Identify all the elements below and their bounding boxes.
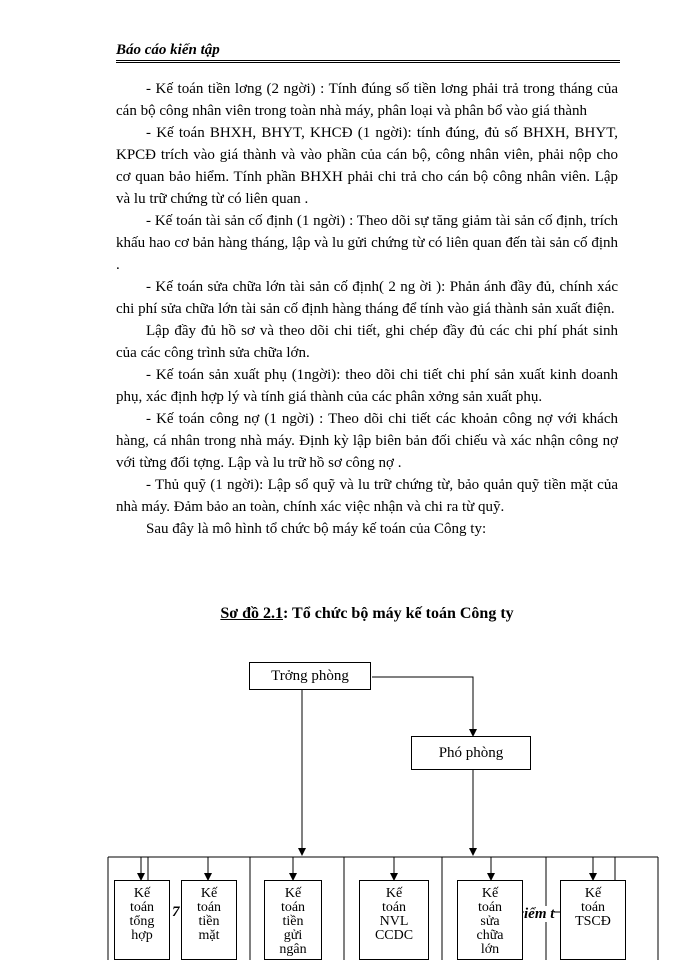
paragraph-ke-toan-tien-luong: - Kế toán tiền lơng (2 ngời) : Tính đúng số tiền lơng phải trả trong tháng của cán bộ công nhân viên trong toàn nhà máy, phân loại và phân bổ vào giá thành	[116, 81, 618, 119]
org-box-bank-deposit-accounting: Kế toán tiền gửi ngân	[264, 880, 322, 960]
org-box-cash-accounting: Kế toán tiền mặt	[181, 880, 237, 960]
paragraph-ke-toan-bhxh: - Kế toán BHXH, BHYT, KHCĐ (1 ngời): tính đúng, đủ số BHXH, BHYT, KPCĐ trích vào giá thành và vào phần của cán bộ, công nhân viên, phải nộp cho cơ quan bảo hiểm. Tính phần BHXH phải chi trả cho cán bộ công nhân viên. Lập và lu trữ chứng từ có liên quan .	[116, 125, 618, 207]
paragraph-intro-diagram: Sau đây là mô hình tổ chức bộ máy kế toán của Công ty:	[146, 521, 487, 537]
paragraph-thu-quy: - Thủ quỹ (1 ngời): Lập sổ quỹ và lu trữ chứng từ, bảo quản quỹ tiền mặt của nhà máy. Đảm bảo an toàn, chính xác việc nhận và chi ra từ quỹ.	[116, 477, 618, 515]
paragraph-ke-toan-san-xuat-phu: - Kế toán sản xuất phụ (1ngời): theo dõi chi tiết chi phí sản xuất kinh doanh phụ, xác định hợp lý và tính giá thành của các phân xởng sản xuất phụ.	[116, 367, 618, 405]
org-box-head-of-department: Trởng phòng	[249, 662, 371, 690]
paragraph-lap-ho-so: Lập đầy đủ hồ sơ và theo dõi chi tiết, ghi chép đầy đủ các chi phí phát sinh của các công trình sửa chữa lớn.	[116, 323, 618, 361]
paragraph-ke-toan-sua-chua-lon: - Kế toán sửa chữa lớn tài sản cố định( 2 ng ời ): Phản ánh đầy đủ, chính xác chi phí sửa chữa lớn tài sản cố định hàng tháng để tính vào giá thành sản xuất điện.	[116, 279, 618, 317]
connector-head-to-deputy	[372, 677, 473, 736]
org-box-materials-accounting: Kế toán NVL CCDC	[359, 880, 429, 960]
org-box-deputy-head: Phó phòng	[411, 736, 531, 770]
overlap-text-left: 7	[172, 904, 180, 920]
org-box-general-accounting: Kế toán tổng hợp	[114, 880, 170, 960]
overlap-text-right: iểm t	[524, 906, 555, 922]
paragraph-ke-toan-cong-no: - Kế toán công nợ (1 ngời) : Theo dõi chi tiết các khoản công nợ với khách hàng, cá nhân trong nhà máy. Định kỳ lập biên bản đối chiếu và xác nhận công nợ với từng đối tợng. Lập và lu trữ hồ sơ công nợ .	[116, 411, 618, 471]
figure-caption: : Tổ chức bộ máy kế toán Công ty	[283, 605, 514, 622]
page-header: Báo cáo kiến tập	[116, 42, 620, 63]
org-box-fixed-assets-accounting: Kế toán TSCĐ	[560, 880, 626, 960]
org-box-major-repair-accounting: Kế toán sửa chữa lớn	[457, 880, 523, 960]
figure-label: Sơ đồ 2.1	[220, 605, 283, 622]
paragraph-ke-toan-tscd: - Kế toán tài sản cố định (1 ngời) : Theo dõi sự tăng giảm tài sản cố định, trích khấu hao cơ bản hàng tháng, lập và lu gửi chứng từ có liên quan đến tài sản cố định .	[116, 213, 618, 273]
